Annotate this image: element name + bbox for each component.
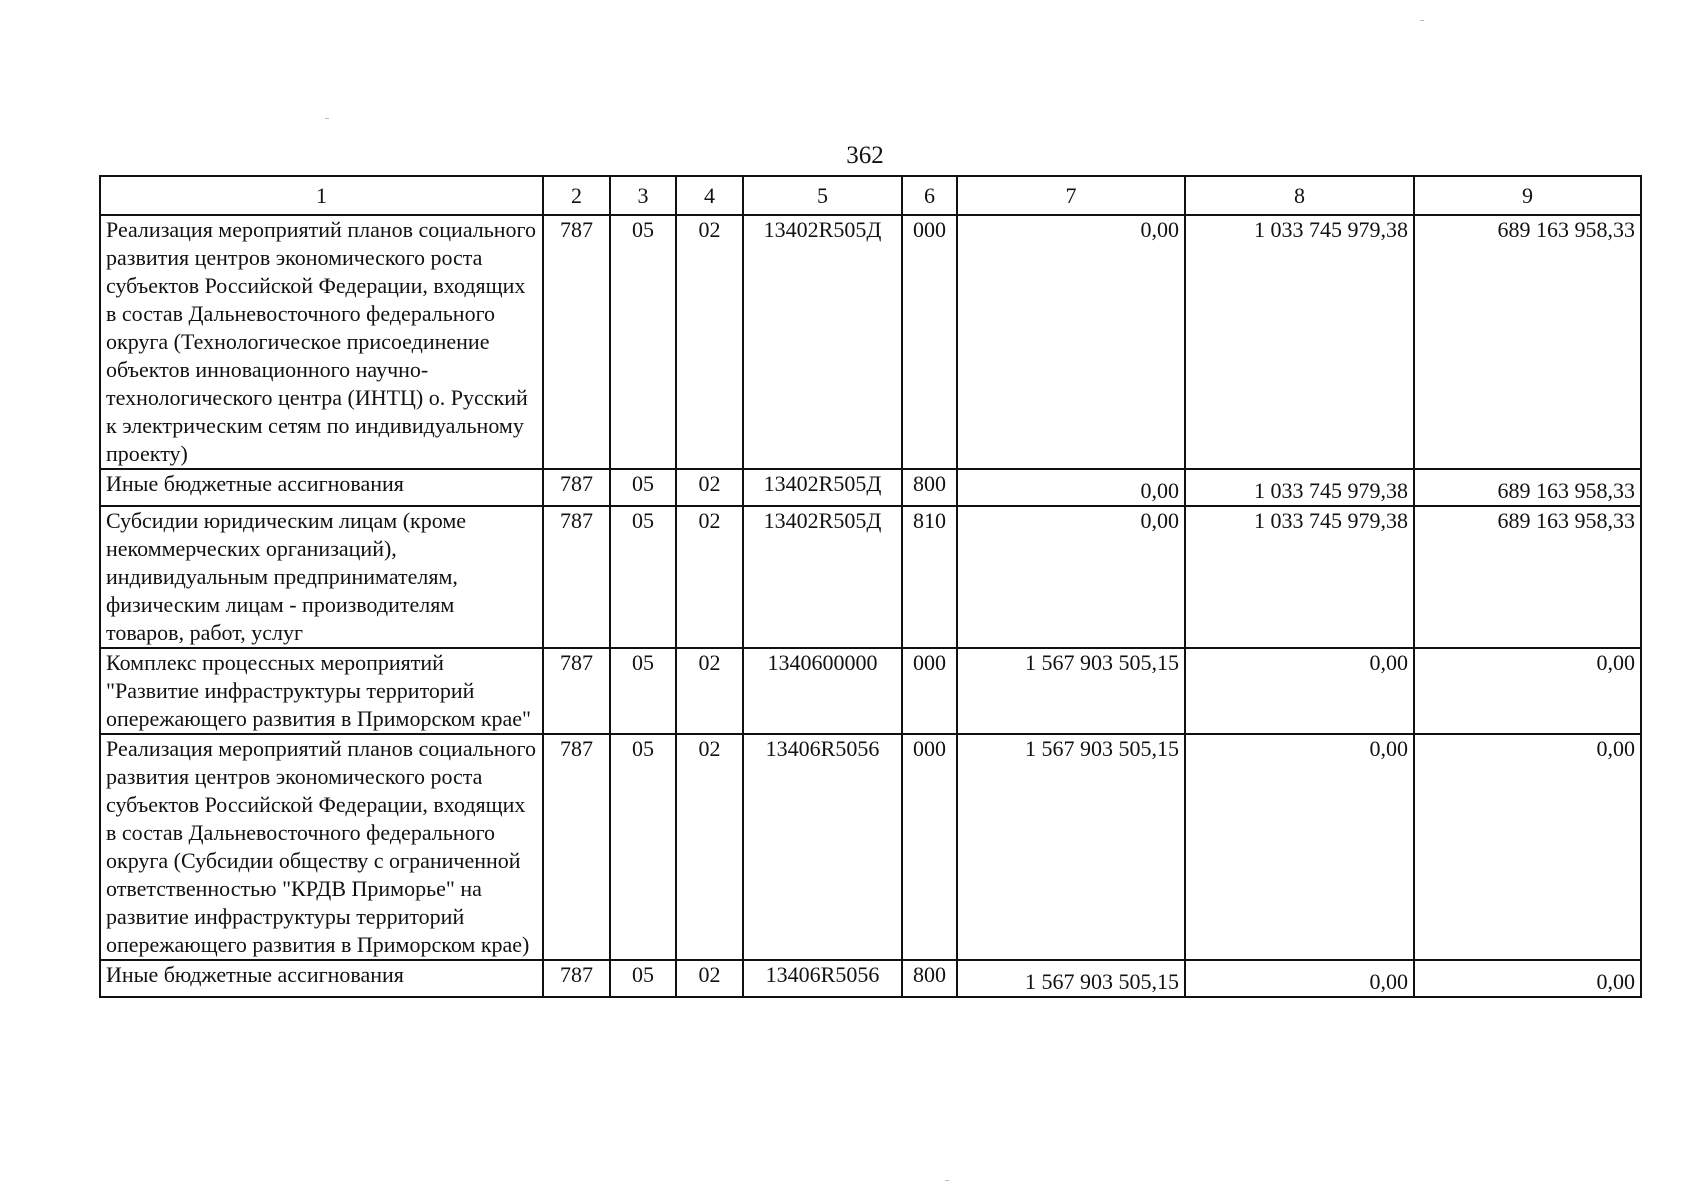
header-col-2: 2 [543,176,610,215]
row-c7: 1 567 903 505,15 [957,960,1185,997]
row-c8: 0,00 [1185,734,1414,960]
row-c4: 02 [676,469,743,506]
header-col-8: 8 [1185,176,1414,215]
row-c2: 787 [543,734,610,960]
row-c7: 0,00 [957,215,1185,469]
header-col-7: 7 [957,176,1185,215]
scan-speck [325,118,329,119]
header-col-3: 3 [610,176,676,215]
table-row [100,215,1641,469]
row-c5: 13402R505Д [743,215,902,469]
header-col-5: 5 [743,176,902,215]
row-c3: 05 [610,734,676,960]
row-c5: 13406R5056 [743,960,902,997]
scan-speck [945,1180,949,1181]
table-row [100,734,1641,960]
row-c3: 05 [610,960,676,997]
row-name: Субсидии юридическим лицам (кроме некоммерческих организаций), индивидуальным предпринимателям, физическим лицам - производителям товаров, работ, услуг [100,506,543,648]
row-c8: 1 033 745 979,38 [1185,469,1414,506]
row-c9: 0,00 [1414,960,1641,997]
row-c6: 810 [902,506,957,648]
row-c4: 02 [676,506,743,648]
row-c8: 1 033 745 979,38 [1185,215,1414,469]
row-c7: 1 567 903 505,15 [957,648,1185,734]
header-col-4: 4 [676,176,743,215]
row-c5: 13406R5056 [743,734,902,960]
row-c3: 05 [610,469,676,506]
row-c5: 1340600000 [743,648,902,734]
page-number: 362 [846,142,884,169]
header-col-1: 1 [100,176,543,215]
row-c2: 787 [543,960,610,997]
table-row [100,469,1641,506]
row-c5: 13402R505Д [743,469,902,506]
row-c8: 1 033 745 979,38 [1185,506,1414,648]
row-c7: 1 567 903 505,15 [957,734,1185,960]
row-c2: 787 [543,506,610,648]
row-c9: 0,00 [1414,734,1641,960]
row-c7: 0,00 [957,469,1185,506]
row-c9: 0,00 [1414,648,1641,734]
row-c6: 000 [902,734,957,960]
scan-speck [1420,20,1424,21]
row-c6: 800 [902,960,957,997]
row-name: Иные бюджетные ассигнования [100,469,543,506]
row-c9: 689 163 958,33 [1414,506,1641,648]
header-col-6: 6 [902,176,957,215]
row-c3: 05 [610,648,676,734]
row-c4: 02 [676,734,743,960]
row-c4: 02 [676,215,743,469]
table-row [100,648,1641,734]
row-c4: 02 [676,648,743,734]
budget-table [99,175,1642,998]
row-c9: 689 163 958,33 [1414,215,1641,469]
row-c2: 787 [543,469,610,506]
header-col-9: 9 [1414,176,1641,215]
row-c8: 0,00 [1185,648,1414,734]
row-name: Реализация мероприятий планов социального развития центров экономического роста субъектов Российской Федерации, входящих в состав Дальневосточного федерального округа (Технологическое присоединение объектов инновационного научно-технологического центра (ИНТЦ) о. Русский к электрическим сетям по индивидуальному проекту) [100,215,543,469]
table-row [100,506,1641,648]
row-c4: 02 [676,960,743,997]
row-name: Иные бюджетные ассигнования [100,960,543,997]
row-c3: 05 [610,506,676,648]
table-row [100,960,1641,997]
row-name: Реализация мероприятий планов социального развития центров экономического роста субъектов Российской Федерации, входящих в состав Дальневосточного федерального округа (Субсидии обществу с ограниченной ответственностью "КРДВ Приморье" на развитие инфраструктуры территорий опережающего развития в Приморском крае) [100,734,543,960]
row-c9: 689 163 958,33 [1414,469,1641,506]
row-c6: 000 [902,215,957,469]
row-c7: 0,00 [957,506,1185,648]
row-c2: 787 [543,215,610,469]
row-name: Комплекс процессных мероприятий "Развитие инфраструктуры территорий опережающего развития в Приморском крае" [100,648,543,734]
row-c6: 800 [902,469,957,506]
row-c2: 787 [543,648,610,734]
row-c5: 13402R505Д [743,506,902,648]
row-c8: 0,00 [1185,960,1414,997]
table-header-row [100,176,1641,215]
row-c6: 000 [902,648,957,734]
row-c3: 05 [610,215,676,469]
